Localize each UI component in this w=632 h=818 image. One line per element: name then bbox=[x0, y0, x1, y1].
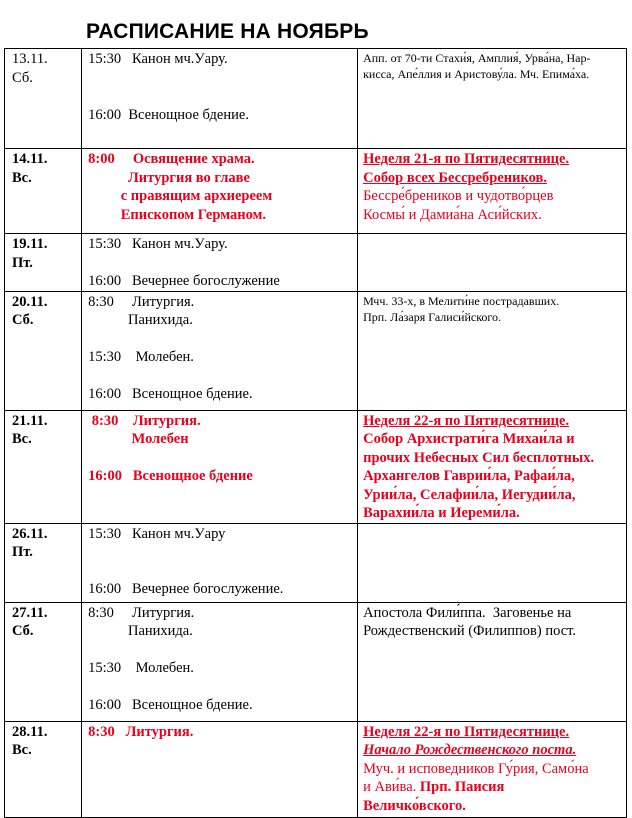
table-row bbox=[5, 721, 627, 817]
service-cell bbox=[82, 523, 358, 602]
table-row bbox=[5, 410, 627, 523]
date: 13.11. bbox=[12, 51, 48, 67]
service-cell bbox=[82, 149, 358, 234]
table-row bbox=[5, 149, 627, 234]
weekday: Вс. bbox=[12, 742, 32, 758]
note-cell bbox=[358, 410, 627, 523]
service-line: 8:00 Освящение храма. bbox=[88, 151, 255, 167]
note-cell bbox=[358, 721, 627, 817]
weekday: Сб. bbox=[12, 623, 34, 639]
note-line: Бессре́бреников и чудотво́рцев bbox=[363, 188, 554, 204]
service-line: Панихида. bbox=[88, 623, 193, 639]
note-line: Неделя 22-я по Пятидесятнице. bbox=[363, 412, 570, 429]
note-line: Апостола Фили́ппа. Заговенье на bbox=[363, 604, 572, 621]
date: 20.11. bbox=[12, 293, 48, 310]
service-line: 15:30 Молебен. bbox=[88, 349, 194, 365]
service-line: 16:00 Всенощное бдение. bbox=[88, 106, 249, 123]
weekday: Сб. bbox=[12, 312, 34, 328]
service-line: Литургия во главе bbox=[88, 169, 250, 186]
service-cell bbox=[82, 291, 358, 410]
note-line: прочих Небесных Сил бесплотных. bbox=[363, 449, 595, 466]
service-line: Молебен bbox=[88, 431, 189, 447]
note-line: Мчч. 33-х, в Мелити́не пострадавших. bbox=[363, 293, 560, 308]
service-line: 16:00 Всенощное бдение bbox=[88, 468, 253, 484]
service-line: Епископом Германом. bbox=[88, 206, 267, 223]
date-cell bbox=[5, 234, 82, 292]
weekday: Пт. bbox=[12, 254, 33, 271]
note-line: Собор всех Бессребреников. bbox=[363, 169, 547, 186]
note-cell bbox=[358, 234, 627, 292]
date: 19.11. bbox=[12, 236, 48, 252]
service-line: Панихида. bbox=[88, 312, 193, 328]
note-cell bbox=[358, 149, 627, 234]
service-line: 16:00 Всенощное бдение. bbox=[88, 386, 253, 402]
note-line: Урии́ла, Селафии́ла, Иегудии́ла, bbox=[363, 486, 576, 503]
note-line: Неделя 22-я по Пятидесятнице. bbox=[363, 723, 570, 740]
date-cell bbox=[5, 721, 82, 817]
weekday: Пт. bbox=[12, 544, 33, 560]
note-line: кисса, Апе́ллия и Аристову́ла. Мч. Епима́ха. bbox=[363, 67, 590, 81]
date-cell bbox=[5, 291, 82, 410]
weekday: Вс. bbox=[12, 431, 32, 447]
note-line: Варахии́ла и Иереми́ла. bbox=[363, 505, 520, 521]
weekday: Сб. bbox=[12, 69, 33, 86]
service-line: 15:30 Канон мч.Уару. bbox=[88, 236, 228, 252]
note-line: Прп. Ла́заря Галиси́йского. bbox=[363, 309, 502, 324]
note-line: Муч. и исповедников Гу́рия, Само́на bbox=[363, 760, 589, 777]
table-row bbox=[5, 602, 627, 721]
note-fragment: Прп. Паисия bbox=[419, 779, 505, 795]
note-cell bbox=[358, 523, 627, 602]
service-line: 8:30 Литургия. bbox=[88, 723, 194, 740]
note-cell bbox=[358, 602, 627, 721]
note-line: Космы́ и Дамиа́на Аси́йских. bbox=[363, 206, 542, 223]
date: 14.11. bbox=[12, 151, 48, 167]
date: 28.11. bbox=[12, 723, 48, 740]
note-cell bbox=[358, 49, 627, 149]
service-line: 8:30 Литургия. bbox=[88, 604, 195, 621]
table-row bbox=[5, 523, 627, 602]
note-line: Рождественский (Филиппов) пост. bbox=[363, 623, 577, 639]
service-line: 8:30 Литургия. bbox=[88, 293, 195, 310]
service-cell bbox=[82, 721, 358, 817]
service-line: 16:00 Всенощное бдение. bbox=[88, 697, 253, 713]
note-line: Неделя 21-я по Пятидесятнице. bbox=[363, 151, 570, 167]
table-row bbox=[5, 49, 627, 149]
service-line: 15:30 Молебен. bbox=[88, 660, 194, 676]
note-line: Собор Архистрати́га Михаи́ла и bbox=[363, 431, 575, 447]
service-line: 15:30 Канон мч.Уару bbox=[88, 525, 226, 542]
service-cell bbox=[82, 234, 358, 292]
date: 26.11. bbox=[12, 525, 48, 542]
date: 21.11. bbox=[12, 412, 48, 429]
date-cell bbox=[5, 149, 82, 234]
note-cell bbox=[358, 291, 627, 410]
table-row bbox=[5, 291, 627, 410]
service-line: 15:30 Канон мч.Уару. bbox=[88, 51, 228, 67]
weekday: Вс. bbox=[12, 169, 32, 186]
service-line: 8:30 Литургия. bbox=[88, 412, 201, 429]
date-cell bbox=[5, 523, 82, 602]
page-title: РАСПИСАНИЕ НА НОЯБРЬ bbox=[86, 20, 369, 43]
date-cell bbox=[5, 410, 82, 523]
schedule-table bbox=[4, 48, 627, 818]
note-line: Архангелов Гаврии́ла, Рафаи́ла, bbox=[363, 468, 575, 484]
service-cell bbox=[82, 410, 358, 523]
date-cell bbox=[5, 602, 82, 721]
service-line: с правящим архиереем bbox=[88, 188, 273, 204]
note-fragment: и Ави́ва. bbox=[363, 779, 420, 795]
date: 27.11. bbox=[12, 604, 48, 621]
note-line: Апп. от 70-ти Стахи́я, Амплия́, Урва́на, Нар- bbox=[363, 51, 591, 65]
service-line: 16:00 Вечернее богослужение bbox=[88, 273, 280, 289]
table-row bbox=[5, 234, 627, 292]
date-cell bbox=[5, 49, 82, 149]
service-line: 16:00 Вечернее богослужение. bbox=[88, 581, 284, 597]
note-line: Начало Рождественского поста. bbox=[363, 742, 577, 758]
service-cell bbox=[82, 49, 358, 149]
note-line: Величко́вского. bbox=[363, 797, 466, 814]
service-cell bbox=[82, 602, 358, 721]
